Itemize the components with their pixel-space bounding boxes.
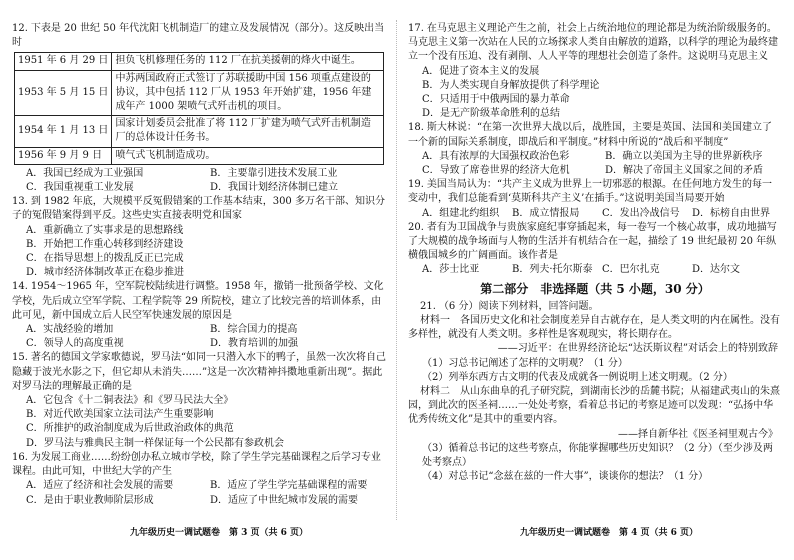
question-stem: 下表是 20 世纪 50 年代沈阳飞机制造厂的建立及发展情况（部分）。这反映出当时 xyxy=(12,23,385,49)
option-a: A．适应了经济和社会发展的需要 xyxy=(26,480,174,492)
material-source: ——习近平：在世界经济论坛“达沃斯议程”对话会上的特别致辞 xyxy=(497,343,778,355)
option-c: C．在指导思想上的拨乱反正已完成 xyxy=(26,253,184,265)
question-18 xyxy=(408,121,782,178)
question-number: 18. xyxy=(408,122,424,134)
option-b: B．列夫·托尔斯泰 xyxy=(512,264,593,276)
option-d: D．是无产阶级革命胜利的总结 xyxy=(422,108,561,120)
option-d: D．我国计划经济体制已建立 xyxy=(210,182,339,194)
question-stem: 著名的德国文学家歌德说，罗马法“如同一只潜入水下的鸭子，虽然一次次将自己隐藏于波光水影之下，但它却从未消失……”这是一次次精神抖擞地重新出现”。据此对罗马法的理解最正确的是 xyxy=(12,352,387,392)
question-17 xyxy=(408,22,782,121)
option-c: C．我国重视重工业发展 xyxy=(26,182,134,194)
table-row: 1951 年 6 月 29 日 担负飞机修理任务的 112 厂在抗美援朝的烽火中诞生。 xyxy=(15,53,384,70)
option-d: D．城市经济体制改革正在稳步推进 xyxy=(26,267,185,279)
option-a: A．组建北约组织 xyxy=(422,207,500,219)
table-row: 1953 年 5 月 15 日 中苏两国政府正式签订了苏联援助中国 156 项重点建设的协议，其中包括 112 厂从 1953 年开始扩建，1956 年建成年产 1000 架喷气式歼击机的项目。 xyxy=(15,70,384,116)
question-stem: 者有为卫国战争与贵族家庭纪事穿插起来，每一卷写一个核心故事，成功地描写了大规模的战争场面与人物的生活并有机结合在一起，描绘了 19 世纪最初 20 年纵横俄国城乡的广阔画面。该作者是 xyxy=(408,221,777,262)
option-b: B．综合国力的提高 xyxy=(210,324,298,336)
page-3-column xyxy=(12,22,388,508)
question-number: 17. xyxy=(408,23,424,34)
option-c: C．是由于职业教师阶层形成 xyxy=(26,494,154,506)
sub-question-1: （1）习总书记阐述了怎样的文明观？（1 分） xyxy=(422,357,628,369)
option-b: B．成立情报局 xyxy=(512,207,580,219)
page-footer-right: 九年级历史一调试题卷 第 4 页（共 6 页） xyxy=(520,528,699,538)
sub-question-4: （4）对总书记“念兹在兹的一件大事”，谈谈你的想法？（1 分） xyxy=(422,471,709,483)
question-14 xyxy=(12,280,388,351)
question-stem: 到 1982 年底，大规模平反冤假错案的工作基本结束，300 多万名干部、知识分子的冤假错案得到平反。这些史实直接表明党和国家 xyxy=(12,196,385,222)
option-c: C．所推护的政治制度成为后世政治政体的典范 xyxy=(26,423,234,435)
option-b: B．开始把工作重心转移到经济建设 xyxy=(26,238,184,250)
option-b: B．确立以美国为主导的世界新秩序 xyxy=(605,150,763,162)
option-b: B．为人类实现自身解放提供了科学理论 xyxy=(422,79,600,91)
question-21 xyxy=(408,300,782,485)
option-a: A．实战经验的增加 xyxy=(26,324,114,336)
question-stem: 1954～1965 年，空军院校陆续进行调整。1958 年，撤销一批预备学校、文化学校，先后成立空军学院、工程学院等 29 所院校，建立了比较完善的培训体系，由此可见，新中国成立后人民空军快速发展的原因是 xyxy=(12,281,384,321)
option-b: B．适应了学生学完基础课程的需要 xyxy=(210,480,368,492)
options xyxy=(12,479,388,507)
question-stem: 美国当局认为：“共产主义成为世界上一切邪恶的根源。在任何地方发生的每一变动中，我们总能看到‘莫斯科共产主义’在插手。”这说明美国当局要开始 xyxy=(408,179,773,205)
sub-question-2: （2）列举东西方古文明的代表及成就各一例说明上述文明观。（2 分） xyxy=(422,371,733,383)
options xyxy=(12,167,388,195)
option-d: D．罗马法与雅典民主制一样保证每一个公民都有参政机会 xyxy=(26,437,285,449)
option-d: D．达尔文 xyxy=(692,264,741,276)
option-c: C．巴尔扎克 xyxy=(602,264,660,276)
material-two: 材料二 从山东曲阜的孔子研究院，到湖南长沙的岳麓书院；从福建武夷山的朱熹园，到此次的医圣祠……一处处考察，看着总书记的考察足迹可以发现：“弘扬中华优秀传统文化”是其中的重要内容。 xyxy=(408,386,780,426)
option-d: D．解决了帝国主义国家之间的矛盾 xyxy=(605,165,764,177)
question-number: 16. xyxy=(12,451,28,463)
question-stem: 斯大林说：“在第一次世界大战以后，战胜国，主要是英国、法国和美国建立了一个新的国际关系制度，即战后和平制度。”材料中所说的“战后和平制度” xyxy=(408,122,773,148)
question-13 xyxy=(12,195,388,280)
question-15 xyxy=(12,351,388,450)
question-number: 13. xyxy=(12,196,28,208)
question-stem: 为发展工商业……纷纷创办私立城市学校，除了学生学完基础课程之后学习专业课程。由此可知，中世纪大学的产生 xyxy=(12,451,381,478)
sub-question-3: （3）循着总书记的这些考察点，你能掌握哪些历史知识？（2 分）（至少涉及两处考察点） xyxy=(422,442,773,469)
option-c: C．领导人的高度重视 xyxy=(26,338,124,350)
section-heading: 第二部分 非选择题（共 5 小题，30 分） xyxy=(480,281,710,296)
options xyxy=(408,150,782,178)
option-a: A．它包含《十二铜表法》和《罗马民法大全》 xyxy=(26,395,234,407)
option-b: B．主要靠引进技术发展工业 xyxy=(210,167,338,179)
option-a: A．具有浓厚的大国强权政治色彩 xyxy=(422,150,570,162)
page-divider xyxy=(396,20,397,520)
question-number: 15. xyxy=(12,352,28,364)
question-19 xyxy=(408,178,782,221)
question-number: 12. xyxy=(12,23,28,34)
options xyxy=(12,323,388,351)
history-table xyxy=(14,52,384,164)
question-16 xyxy=(12,451,388,508)
table-row: 1956 年 9 月 9 日 喷气式飞机制造成功。 xyxy=(15,147,384,164)
options xyxy=(408,207,782,221)
option-c: C．发出冷战信号 xyxy=(602,207,680,219)
option-a: A．促进了资本主义的发展 xyxy=(422,65,540,77)
question-number: 21. xyxy=(420,300,436,312)
material-source: ——择自新华社《医圣祠里观古今》 xyxy=(618,428,778,440)
question-20 xyxy=(408,221,782,278)
option-b: B．对近代欧美国家立法司法产生重要影响 xyxy=(26,409,214,421)
material-one: 材料一 各国历史文化和社会制度差异自古就存在，是人类文明的内在属性。没有多样性，就没有人类文明。多样性是客观现实，将长期存在。 xyxy=(408,315,780,341)
option-d: D．教育培训的加强 xyxy=(210,338,299,350)
option-d: D．标榜自由世界 xyxy=(692,207,771,219)
question-12 xyxy=(12,22,388,195)
option-a: A．莎士比亚 xyxy=(422,264,480,276)
option-a: A．我国已经成为工业强国 xyxy=(26,167,144,179)
question-intro: （6 分）阅读下列材料，回答问题。 xyxy=(438,300,599,312)
table-row: 1954 年 1 月 13 日 国家计划委员会批准了将 112 厂扩建为喷气式歼击机制造厂的总体设计任务书。 xyxy=(15,116,384,147)
page-footer-left: 九年级历史一调试题卷 第 3 页（共 6 页） xyxy=(130,528,309,538)
option-d: D．适应了中世纪城市发展的需要 xyxy=(210,494,359,506)
question-number: 20. xyxy=(408,221,424,233)
option-c: C．只适用于中俄两国的暴力革命 xyxy=(422,94,570,106)
page-4-column xyxy=(408,22,782,485)
option-a: A．重新确立了实事求是的思想路线 xyxy=(26,224,184,236)
question-stem: 在马克思主义理论产生之前，社会上占统治地位的理论都是为统治阶级服务的。马克思主义第一次站在人民的立场探求人类自由解放的道路，以科学的理论为最终建立一个没有压迫、没有剥削、人人平等的理想社会创造了条件。这说明马克思主义 xyxy=(408,23,778,63)
question-number: 19. xyxy=(408,179,424,191)
option-c: C．导致了席卷世界的经济大危机 xyxy=(422,165,570,177)
question-number: 14. xyxy=(12,281,28,293)
options xyxy=(408,263,782,277)
